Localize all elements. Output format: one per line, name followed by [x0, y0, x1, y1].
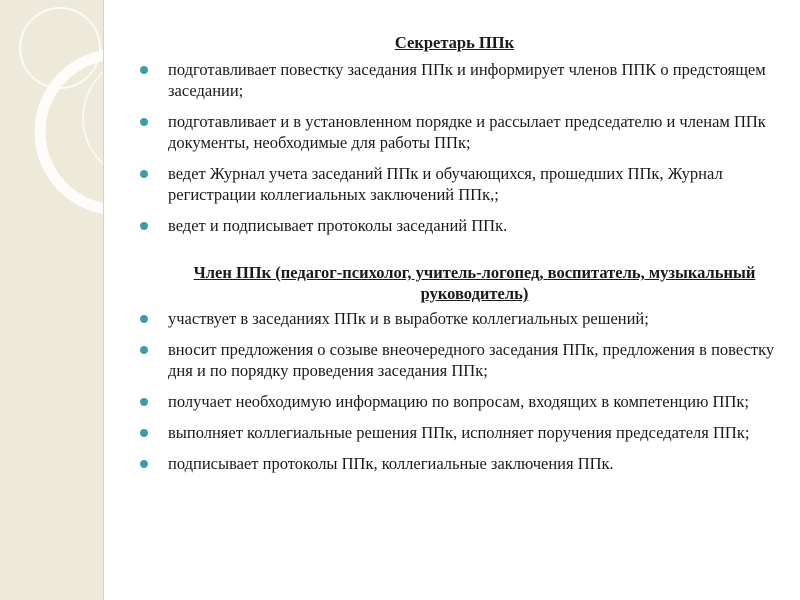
- bullet-icon: [140, 66, 148, 74]
- list-item: [132, 422, 777, 443]
- list-item-text: ведет Журнал учета заседаний ППк и обучающихся, прошедших ППк, Журнал регистрации коллегиальных заключений ППк,;: [168, 164, 723, 204]
- thin-ring-decoration: [83, 56, 103, 180]
- bullet-icon: [140, 398, 148, 406]
- list-item-text: подписывает протоколы ППк, коллегиальные заключения ППк.: [168, 454, 614, 473]
- list-item: [132, 453, 777, 474]
- section-heading-secretary: Секретарь ППк: [394, 33, 515, 52]
- bullet-icon: [140, 222, 148, 230]
- list-item: [132, 391, 777, 412]
- bullet-icon: [140, 118, 148, 126]
- section-heading-member: Член ППк (педагог-психолог, учитель-логопед, воспитатель, музыкальный руководитель): [193, 263, 756, 303]
- slide-content: [132, 32, 777, 484]
- list-item: [132, 308, 777, 329]
- list-item-text: получает необходимую информацию по вопросам, входящих в компетенцию ППк;: [168, 392, 749, 411]
- list-item-text: участвует в заседаниях ППк и в выработке коллегиальных решений;: [168, 309, 649, 328]
- bullet-icon: [140, 460, 148, 468]
- large-ring-decoration: [40, 54, 103, 210]
- decorative-circles: [0, 0, 103, 600]
- bullet-icon: [140, 170, 148, 178]
- bullet-icon: [140, 429, 148, 437]
- secretary-duties-list: [132, 59, 777, 236]
- bullet-icon: [140, 346, 148, 354]
- list-item-text: подготавливает повестку заседания ППк и информирует членов ППК о предстоящем заседании;: [168, 60, 766, 100]
- list-item-text: ведет и подписывает протоколы заседаний ППк.: [168, 216, 508, 235]
- list-item: [132, 339, 777, 381]
- list-item: [132, 111, 777, 153]
- list-item: [132, 163, 777, 205]
- bullet-icon: [140, 315, 148, 323]
- list-item: [132, 215, 777, 236]
- list-item-text: вносит предложения о созыве внеочередного заседания ППк, предложения в повестку дня и по порядку проведения заседания ППк;: [168, 340, 775, 380]
- list-item: [132, 59, 777, 101]
- member-duties-list: [132, 308, 777, 474]
- left-decorative-panel: [0, 0, 104, 600]
- list-item-text: выполняет коллегиальные решения ППк, исполняет поручения председателя ППк;: [168, 423, 750, 442]
- list-item-text: подготавливает и в установленном порядке и рассылает председателю и членам ППк документы, необходимые для работы ППк;: [168, 112, 766, 152]
